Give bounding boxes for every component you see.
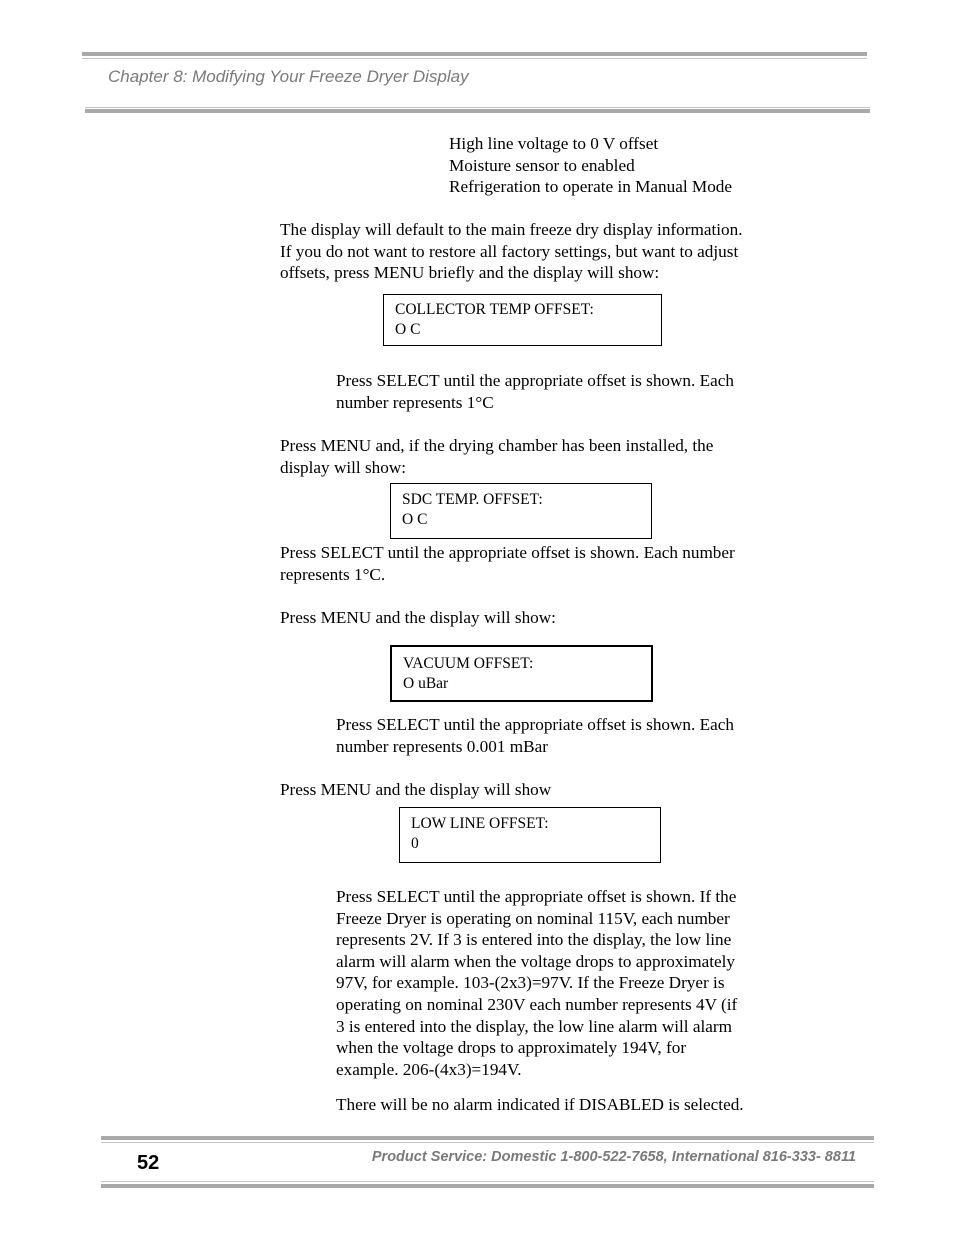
display-line: O C	[395, 321, 421, 338]
list-item: Moisture sensor to enabled	[449, 155, 635, 175]
display-line: COLLECTOR TEMP OFFSET:	[395, 301, 594, 318]
display-line: SDC TEMP. OFFSET:	[402, 491, 543, 508]
text-line: If you do not want to restore all factory settings, but want to adjust	[280, 241, 739, 261]
text-line: Press SELECT until the appropriate offset is shown. If the	[336, 887, 737, 906]
paragraph-select-lowline	[336, 886, 737, 1080]
display-box-low-line	[399, 807, 661, 863]
display-box-collector-temp	[383, 294, 662, 346]
paragraph-menu-lowline: Press MENU and the display will show	[280, 780, 552, 799]
display-line: LOW LINE OFFSET:	[411, 815, 549, 832]
text-line: alarm will alarm when the voltage drops to approximately	[336, 951, 736, 971]
text-line: Press SELECT until the appropriate offset is shown. Each	[336, 371, 734, 390]
display-line: VACUUM OFFSET:	[403, 655, 534, 672]
paragraph-select-collector	[336, 370, 734, 413]
page-number: 52	[137, 1152, 160, 1174]
text-line: 3 is entered into the display, the low line alarm will alarm	[336, 1016, 732, 1036]
text-line: 97V, for example. 103-(2x3)=97V. If the Freeze Dryer is	[336, 973, 725, 993]
display-line: O C	[402, 511, 428, 528]
paragraph-select-sdc	[280, 542, 735, 585]
header-bottom-rule	[85, 109, 870, 113]
text-line: The display will default to the main freeze dry display information.	[280, 220, 743, 239]
text-line: represents 1°C.	[280, 564, 386, 584]
footer-top-rule-thin	[101, 1142, 874, 1143]
text-line: when the voltage drops to approximately 194V, for	[336, 1038, 687, 1058]
paragraph-disabled: There will be no alarm indicated if DISABLED is selected.	[336, 1095, 744, 1114]
display-line: 0	[411, 835, 419, 852]
footer-bottom-rule	[101, 1184, 874, 1188]
display-line: O uBar	[403, 675, 449, 692]
footer-top-rule	[101, 1136, 874, 1140]
text-line: display will show:	[280, 457, 407, 477]
display-box-sdc-temp	[390, 483, 652, 539]
paragraph-menu-vacuum: Press MENU and the display will show:	[280, 608, 556, 627]
text-line: Press SELECT until the appropriate offset is shown. Each number	[280, 543, 735, 562]
paragraph-default-display	[280, 219, 743, 284]
chapter-title: Chapter 8: Modifying Your Freeze Dryer Display	[108, 67, 469, 86]
list-item: Refrigeration to operate in Manual Mode	[449, 177, 733, 197]
text-line: Freeze Dryer is operating on nominal 115V, each number	[336, 908, 730, 928]
text-line: number represents 0.001 mBar	[336, 736, 548, 756]
product-service-contact: Product Service: Domestic 1-800-522-7658, International 816-333- 8811	[371, 1149, 856, 1165]
text-line: offsets, press MENU briefly and the display will show:	[280, 263, 660, 283]
text-line: Press MENU and, if the drying chamber has been installed, the	[280, 436, 714, 455]
text-line: represents 2V. If 3 is entered into the display, the low line	[336, 930, 732, 950]
settings-list	[449, 133, 732, 198]
display-box-vacuum	[390, 645, 653, 702]
text-line: operating on nominal 230V each number represents 4V (if	[336, 994, 738, 1014]
header-top-rule-thin	[82, 58, 867, 59]
paragraph-menu-chamber	[280, 435, 713, 478]
header-bottom-rule-thin	[85, 107, 870, 108]
footer-bottom-rule-thin	[101, 1181, 874, 1182]
text-line: example. 206-(4x3)=194V.	[336, 1059, 522, 1079]
text-line: number represents 1°C	[336, 392, 494, 412]
header-top-rule	[82, 52, 867, 56]
text-line: Press SELECT until the appropriate offset is shown. Each	[336, 715, 734, 734]
list-item: High line voltage to 0 V offset	[449, 134, 659, 153]
paragraph-select-vacuum	[336, 714, 734, 757]
